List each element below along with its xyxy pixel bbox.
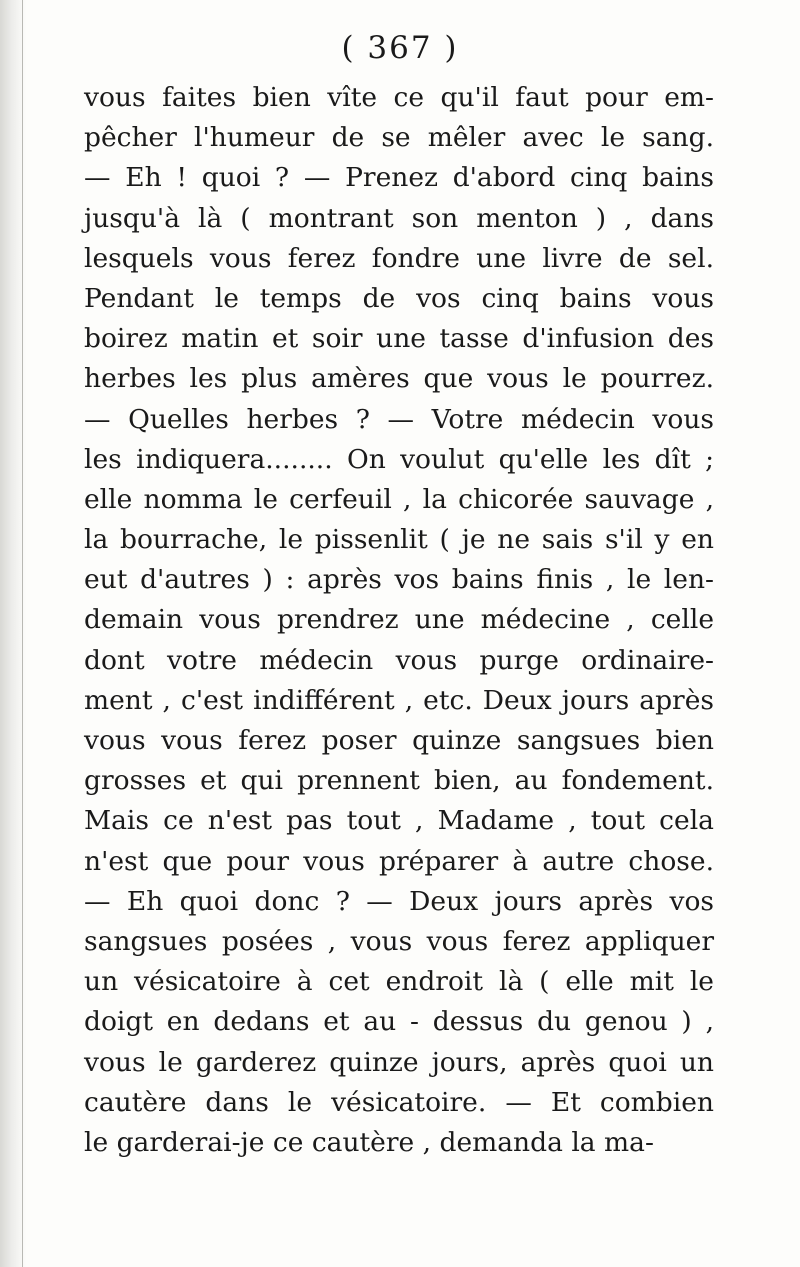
text-line: la bourrache, le pissenlit ( je ne sais s'il y en [84, 524, 714, 556]
gutter-edge [22, 0, 23, 1267]
text-line: vous faites bien vîte ce qu'il faut pour em- [84, 82, 714, 113]
text-line: grosses et qui prennent bien, au fondement. [84, 765, 714, 797]
text-line: elle nomma le cerfeuil , la chicorée sauvage , [84, 483, 714, 515]
text-line: cautère dans le vésicatoire. — Et combien [84, 1086, 714, 1118]
text-line: herbes les plus amères que vous le pourrez. [84, 363, 714, 395]
text-line: boirez matin et soir une tasse d'infusion des [84, 323, 714, 355]
text-line: Pendant le temps de vos cinq bains vous [84, 282, 714, 314]
text-line: — Eh quoi donc ? — Deux jours après vos [84, 885, 714, 917]
text-line: Mais ce n'est pas tout , Madame , tout cela [84, 805, 714, 837]
text-line: n'est que pour vous préparer à autre chose. [84, 845, 714, 877]
text-line: ment , c'est indifférent , etc. Deux jours après [84, 684, 714, 716]
text-line: pêcher l'humeur de se mêler avec le sang. [84, 122, 714, 154]
text-line: les indiquera........ On voulut qu'elle les dît ; [84, 443, 714, 475]
text-line: sangsues posées , vous vous ferez appliquer [84, 925, 714, 957]
text-line: un vésicatoire à cet endroit là ( elle mit le [84, 966, 714, 998]
text-line: demain vous prendrez une médecine , celle [84, 604, 714, 636]
text-line: doigt en dedans et au - dessus du genou ) , [84, 1006, 714, 1038]
body-text [84, 78, 714, 1163]
text-line: vous le garderez quinze jours, après quoi un [84, 1046, 714, 1078]
text-line: vous vous ferez poser quinze sangsues bien [84, 725, 714, 756]
text-line: — Quelles herbes ? — Votre médecin vous [84, 403, 714, 435]
text-line: dont votre médecin vous purge ordinaire- [84, 644, 714, 676]
text-line: le garderai-je ce cautère , demanda la ma- [84, 1126, 654, 1158]
text-line: — Eh ! quoi ? — Prenez d'abord cinq bains [84, 162, 714, 194]
page-number: ( 367 ) [341, 30, 459, 66]
text-line: lesquels vous ferez fondre une livre de sel. [84, 242, 714, 274]
text-line: jusqu'à là ( montrant son menton ) , dans [84, 202, 714, 234]
text-line: eut d'autres ) : après vos bains finis , le len- [84, 564, 714, 596]
